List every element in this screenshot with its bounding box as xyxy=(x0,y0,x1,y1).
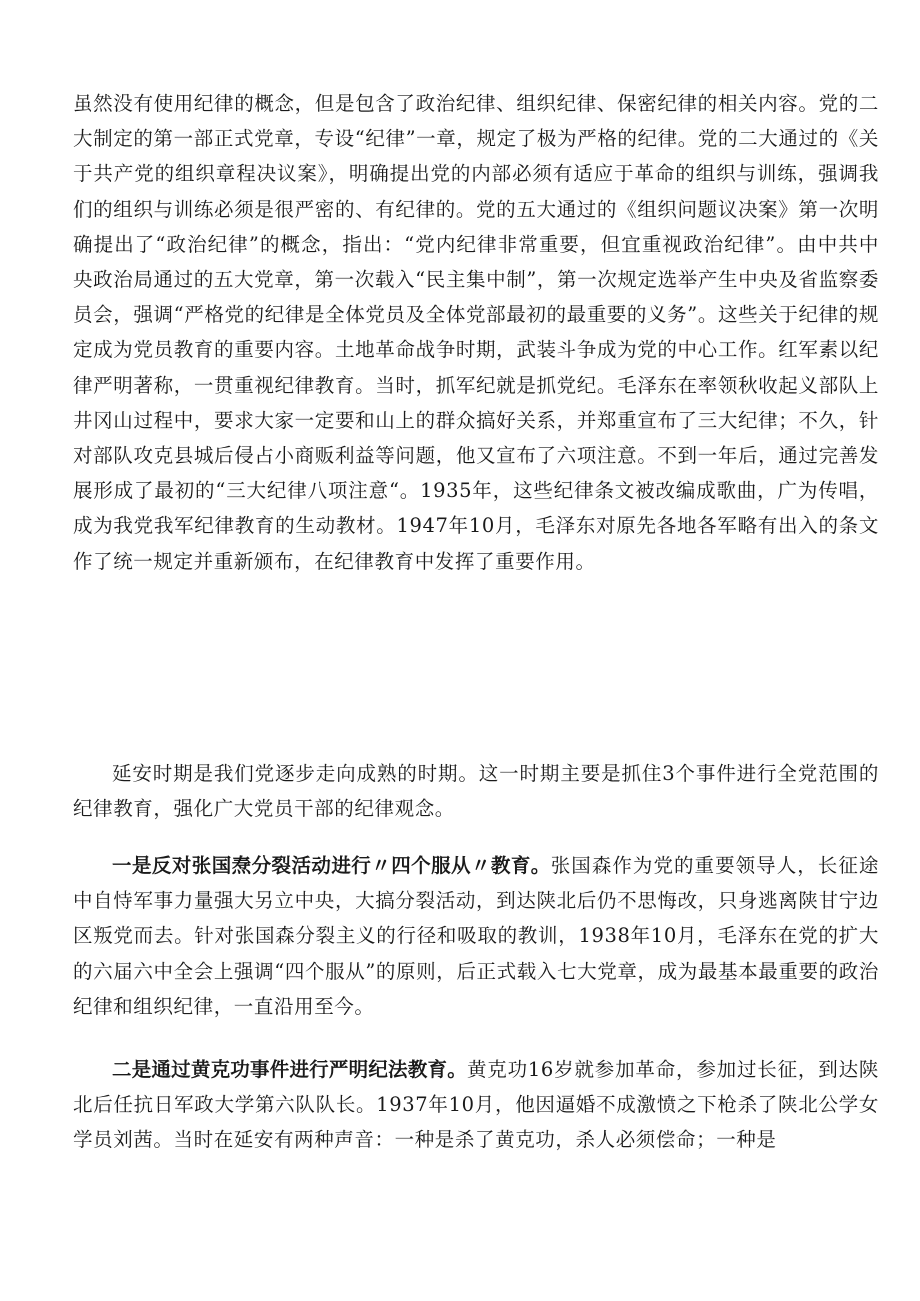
paragraph-body: 张国森作为党的重要领导人，长征途中自恃军事力量强大另立中央，大搞分裂活动，到达陕北后仍不思悔改，只身逃离陕甘宁边区叛党而去。针对张国森分裂主义的行径和吸取的教训，1938年10月，毛泽东在党的扩大的六届六中全会上强调“四个服从”的原则，后正式载入七大党章，成为最基本最重要的政治纪律和组织纪律，一直沿用至今。 xyxy=(73,854,879,1018)
paragraph-four-obediences xyxy=(73,848,879,1024)
paragraph-yanan-period xyxy=(73,756,879,826)
paragraph-text: 虽然没有使用纪律的概念，但是包含了政治纪律、组织纪律、保密纪律的相关内容。党的二大制定的第一部正式党章，专设“纪律”一章，规定了极为严格的纪律。党的二大通过的《关于共产党的组织章程决议案》，明确提出党的内部必须有适应于革命的组织与训练，强调我们的组织与训练必须是很严密的、有纪律的。党的五大通过的《组织问题议决案》第一次明确提出了“政治纪律”的概念，指出：“党内纪律非常重要，但宜重视政治纪律”。由中共中央政治局通过的五大党章，第一次载入“民主集中制”，第一次规定选举产生中央及省监察委员会，强调“严格党的纪律是全体党员及全体党部最初的最重要的义务”。这些关于纪律的规定成为党员教育的重要内容。土地革命战争时期，武装斗争成为党的中心工作。红军素以纪律严明著称，一贯重视纪律教育。当时，抓军纪就是抓党纪。毛泽东在率领秋收起义部队上井冈山过程中，要求大家一定要和山上的群众搞好关系，并郑重宣布了三大纪律；不久，针对部队攻克县城后侵占小商贩利益等问题，他又宣布了六项注意。不到一年后，通过完善发展形成了最初的“三大纪律八项注意“。1935年，这些纪律条文被改编成歌曲，广为传唱，成为我党我军纪律教育的生动教材。1947年10月，毛泽东对原先各地各军略有出入的条文作了统一规定并重新颁布，在纪律教育中发挥了重要作用。 xyxy=(73,92,879,573)
paragraph-text xyxy=(73,848,879,1024)
paragraph-lead-heading: 一是反对张国焘分裂活动进行〃四个服从〃教育。 xyxy=(112,854,551,877)
paragraph-body: 黄克功16岁就参加革命，参加过长征，到达陕北后任抗日军政大学第六队队长。1937年10月，他因逼婚不成激愤之下枪杀了陕北公学女学员刘茜。当时在延安有两种声音：一种是杀了黄克功，杀人必须偿命；一种是 xyxy=(73,1058,879,1152)
paragraph-huang-kegong-incident xyxy=(73,1052,879,1158)
paragraph-lead-heading: 二是通过黄克功事件进行严明纪法教育。 xyxy=(112,1058,467,1081)
paragraph-text: 延安时期是我们党逐步走向成熟的时期。这一时期主要是抓住3个事件进行全党范围的纪律教育，强化广大党员干部的纪律观念。 xyxy=(73,762,879,821)
paragraph-text xyxy=(73,1052,879,1158)
paragraph-party-discipline-history xyxy=(73,86,879,579)
